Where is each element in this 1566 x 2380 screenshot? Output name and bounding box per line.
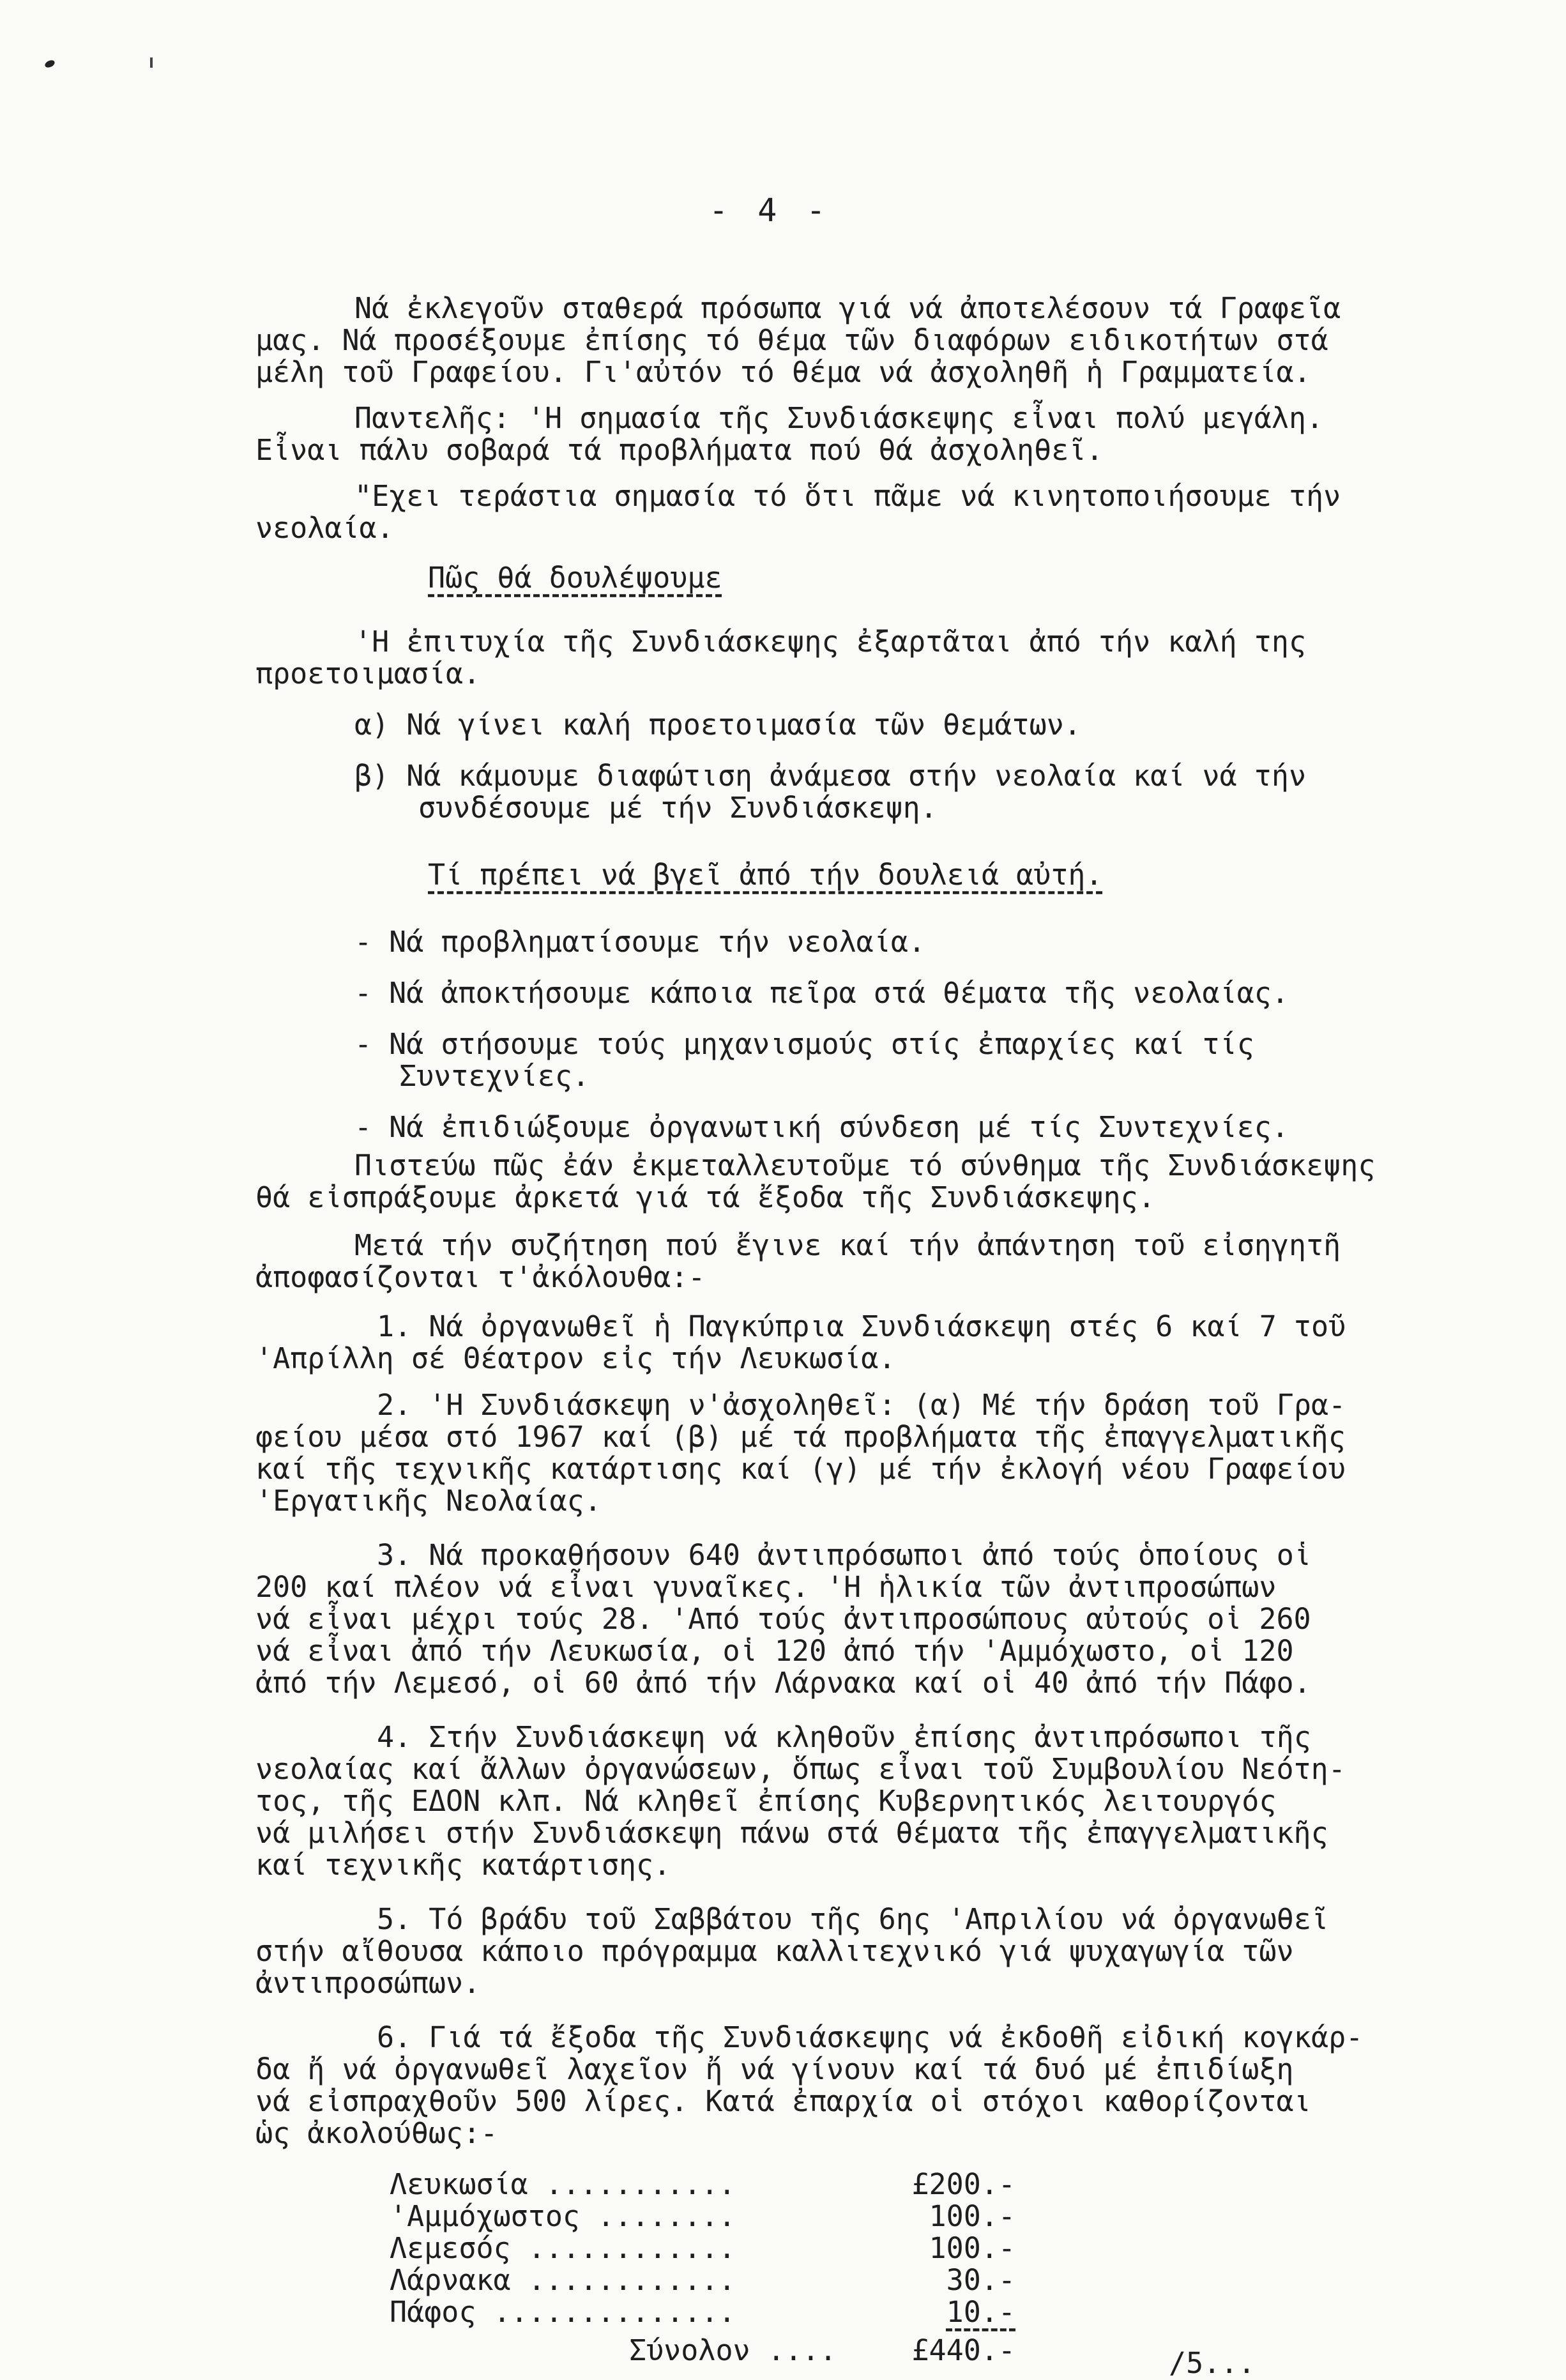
total-amount: £440.- bbox=[911, 2333, 1015, 2367]
decision-line: 2. 'Η Συνδιάσκεψη ν'ἀσχοληθεῖ: (α) Μέ τήν δράση τοῦ Γρα- bbox=[377, 1388, 1346, 1422]
list-item: - Νά προβληματίσουμε τήν νεολαία. bbox=[354, 925, 926, 959]
list-item: - Νά στήσουμε τούς μηχανισμούς στίς ἐπαρχίες καί τίς bbox=[354, 1027, 1254, 1061]
decision-line: καί τεχνικῆς κατάρτισης. bbox=[255, 1848, 671, 1882]
decision-line: 6. Γιά τά ἔξοδα τῆς Συνδιάσκεψης νά ἐκδοθῆ εἰδική κογκάρ- bbox=[377, 2020, 1364, 2054]
decision-line: νά εἶναι μέχρι τούς 28. 'Από τούς ἀντιπροσώπους αὐτούς οἱ 260 bbox=[255, 1602, 1311, 1636]
decision-line: καί τῆς τεχνικῆς κατάρτισης καί (γ) μέ τήν ἐκλογή νέου Γραφείου bbox=[255, 1452, 1346, 1486]
text-line: Μετά τήν συζήτηση πού ἔγινε καί τήν ἀπάντηση τοῦ εἰσηγητῆ bbox=[354, 1228, 1341, 1262]
list-item: β) Νά κάμουμε διαφώτιση ἀνάμεσα στήν νεολαία καί νά τήν bbox=[354, 759, 1307, 793]
decision-line: νά εἶναι ἀπό τήν Λευκωσία, οἱ 120 ἀπό τήν 'Αμμόχωστο, οἱ 120 bbox=[255, 1634, 1294, 1668]
page-number: - 4 - bbox=[709, 192, 831, 229]
decision-line: 4. Στήν Συνδιάσκεψη νά κληθοῦν ἐπίσης ἀντιπρόσωποι τῆς bbox=[377, 1720, 1311, 1754]
text-line: θά εἰσπράξουμε ἀρκετά γιά τά ἔξοδα τῆς Συνδιάσκεψης. bbox=[255, 1180, 1155, 1214]
text-line: μας. Νά προσέξουμε ἐπίσης τό θέμα τῶν διαφόρων ειδικοτήτων στά bbox=[255, 323, 1328, 357]
list-item: - Νά ἐπιδιώξουμε ὀργανωτική σύνδεση μέ τίς Συντεχνίες. bbox=[354, 1110, 1289, 1144]
decision-line: δα ἤ νά ὀργανωθεῖ λαχεῖον ἤ νά γίνουν καί τά δυό μέ ἐπιδίωξη bbox=[255, 2052, 1294, 2086]
list-item: Συντεχνίες. bbox=[399, 1059, 590, 1093]
text-line: Πιστεύω πῶς ἐάν ἐκμεταλλευτοῦμε τό σύνθημα τῆς Συνδιάσκεψης bbox=[354, 1148, 1376, 1182]
list-item: - Νά ἀποκτήσουμε κάποια πεῖρα στά θέματα τῆς νεολαίας. bbox=[354, 976, 1289, 1010]
decision-line: στήν αἴθουσα κάποιο πρόγραμμα καλλιτεχνικό γιά ψυχαγωγία τῶν bbox=[255, 1934, 1294, 1968]
decision-line: ὡς ἀκολούθως:- bbox=[255, 2116, 498, 2150]
target-amount: £200.- bbox=[911, 2167, 1015, 2201]
section-heading: Τί πρέπει νά βγεῖ ἀπό τήν δουλειά αὐτή. bbox=[428, 858, 1103, 892]
decision-line: 200 καί πλέον νά εἶναι γυναῖκες. 'Η ἡλικία τῶν ἀντιπροσώπων bbox=[255, 1570, 1277, 1604]
target-label: Πάφος .............. bbox=[390, 2295, 736, 2329]
text-line: Παντελῆς: 'Η σημασία τῆς Συνδιάσκεψης εἶναι πολύ μεγάλη. bbox=[354, 401, 1324, 435]
continuation-mark: /5... bbox=[1169, 2346, 1256, 2380]
section-heading: Πῶς θά δουλέψουμε bbox=[428, 561, 722, 595]
target-label: Λευκωσία ........... bbox=[390, 2167, 736, 2201]
decision-line: ἀντιπροσώπων. bbox=[255, 1966, 481, 2000]
decision-line: 1. Νά ὀργανωθεῖ ἡ Παγκύπρια Συνδιάσκεψη στές 6 καί 7 τοῦ bbox=[377, 1309, 1346, 1343]
decision-line: ἀπό τήν Λεμεσό, οἱ 60 ἀπό τήν Λάρνακα καί οἱ 40 ἀπό τήν Πάφο. bbox=[255, 1666, 1311, 1700]
text-line: προετοιμασία. bbox=[255, 657, 481, 690]
decision-line: 3. Νά προκαθήσουν 640 ἀντιπρόσωποι ἀπό τούς ὁποίους οἱ bbox=[377, 1538, 1311, 1572]
target-amount: 100.- bbox=[929, 2231, 1015, 2265]
text-line: Νά ἐκλεγοῦν σταθερά πρόσωπα γιά νά ἀποτελέσουν τά Γραφεῖα bbox=[354, 291, 1341, 325]
target-label: Λάρνακα ............ bbox=[390, 2263, 736, 2297]
text-line: ἀποφασίζονται τ'ἀκόλουθα:- bbox=[255, 1260, 706, 1294]
target-label: 'Αμμόχωστος ........ bbox=[390, 2199, 736, 2233]
decision-line: 'Εργατικῆς Νεολαίας. bbox=[255, 1484, 602, 1518]
text-line: νεολαία. bbox=[255, 511, 394, 545]
total-label: Σύνολον .... bbox=[629, 2333, 837, 2367]
decision-line: φείου μέσα στό 1967 καί (β) μέ τά προβλήματα τῆς ἐπαγγελματικῆς bbox=[255, 1420, 1346, 1454]
decision-line: νεολαίας καί ἄλλων ὀργανώσεων, ὅπως εἶναι τοῦ Συμβουλίου Νεότη- bbox=[255, 1752, 1346, 1786]
list-item: α) Νά γίνει καλή προετοιμασία τῶν θεμάτων. bbox=[354, 708, 1081, 742]
decision-line: νά εἰσπραχθοῦν 500 λίρες. Κατά ἐπαρχία οἱ στόχοι καθορίζονται bbox=[255, 2084, 1311, 2118]
decision-line: νά μιλήσει στήν Συνδιάσκεψη πάνω στά θέματα τῆς ἐπαγγελματικῆς bbox=[255, 1816, 1328, 1850]
target-amount: 100.- bbox=[929, 2199, 1015, 2233]
target-amount: 30.- bbox=[946, 2263, 1015, 2297]
decision-line: τος, τῆς ΕΔΟΝ κλπ. Νά κληθεῖ ἐπίσης Κυβερνητικός λειτουργός bbox=[255, 1784, 1277, 1818]
text-line: Εἶναι πάλυ σοβαρά τά προβλήματα πού θά ἀσχοληθεῖ. bbox=[255, 433, 1104, 467]
target-label: Λεμεσός ............ bbox=[390, 2231, 736, 2265]
ink-speck bbox=[150, 57, 153, 68]
list-item: συνδέσουμε μέ τήν Συνδιάσκεψη. bbox=[418, 791, 938, 825]
decision-line: 'Απρίλλη σέ Θέατρον εἰς τήν Λευκωσία. bbox=[255, 1341, 896, 1375]
decision-line: 5. Τό βράδυ τοῦ Σαββάτου τῆς 6ης 'Απριλίου νά ὀργανωθεῖ bbox=[377, 1902, 1329, 1936]
ink-speck bbox=[44, 59, 56, 69]
text-line: "Εχει τεράστια σημασία τό ὅτι πᾶμε νά κινητοποιήσουμε τήν bbox=[354, 479, 1341, 513]
text-line: 'Η ἐπιτυχία τῆς Συνδιάσκεψης ἐξαρτᾶται ἀπό τήν καλή της bbox=[354, 625, 1307, 659]
text-line: μέλη τοῦ Γραφείου. Γι'αὐτόν τό θέμα νά ἀσχοληθῆ ἡ Γραμματεία. bbox=[255, 355, 1311, 389]
target-amount: 10.- bbox=[946, 2295, 1015, 2329]
